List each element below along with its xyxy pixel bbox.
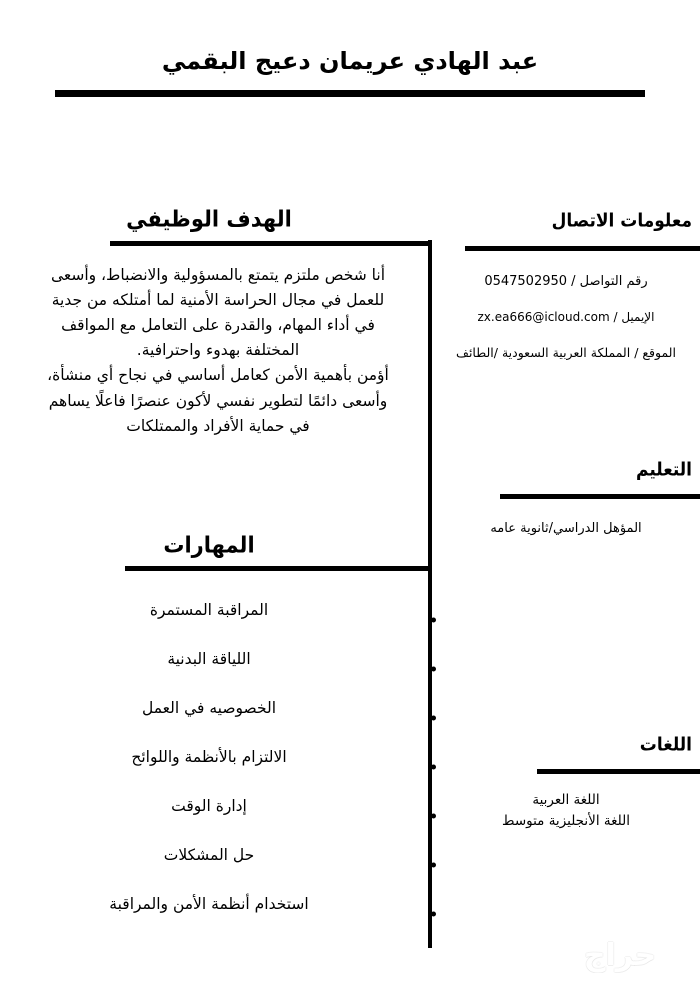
education-section-heading: التعليم xyxy=(636,459,692,481)
list-item xyxy=(0,889,418,938)
skill-label: استخدام أنظمة الأمن والمراقبة xyxy=(109,895,309,913)
skill-label: إدارة الوقت xyxy=(171,797,247,815)
language-label: اللغة الأنجليزية متوسط xyxy=(502,813,630,829)
candidate-name: عبد الهادي عريمان دعيج البقمي xyxy=(161,47,539,75)
skills-list xyxy=(0,595,418,938)
list-item xyxy=(0,742,418,791)
skill-label: الالتزام بالأنظمة واللوائح xyxy=(131,748,287,766)
objective-body xyxy=(44,263,392,439)
objective-paragraph-2: أؤمن بأهمية الأمن كعامل أساسي في نجاح أي منشأة، وأسعى دائمًا لتطوير نفسي لأكون عنصرًا فاعلًا يساهم في حماية الأفراد والممتلكات xyxy=(47,366,389,435)
objective-section-heading: الهدف الوظيفي xyxy=(126,206,292,232)
list-item xyxy=(432,811,700,832)
side-column xyxy=(432,0,700,990)
objective-paragraph-1: أنا شخص ملتزم يتمتع بالمسؤولية والانضباط، وأسعى للعمل في مجال الحراسة الأمنية لما أمتلكه من جدية في أداء المهام، والقدرة على التعامل مع المواقف المختلفة بهدوء واحترافية. xyxy=(50,266,386,360)
list-item xyxy=(0,840,418,889)
skills-heading-rule xyxy=(125,566,428,571)
contact-email: الإيميل / zx.ea666@icloud.com xyxy=(477,309,655,324)
list-item xyxy=(432,790,700,811)
site-watermark: حراج xyxy=(583,938,657,973)
languages-heading-rule xyxy=(537,769,700,774)
skill-label: الخصوصيه في العمل xyxy=(141,699,277,717)
contact-section-heading: معلومات الاتصال xyxy=(551,210,692,232)
contact-heading-rule xyxy=(465,246,700,251)
list-item xyxy=(0,791,418,840)
education-heading-rule xyxy=(500,494,700,499)
skill-label: المراقبة المستمرة xyxy=(149,601,269,619)
list-item xyxy=(0,693,418,742)
skill-label: حل المشكلات xyxy=(163,846,255,864)
list-item xyxy=(0,595,418,644)
contact-phone: رقم التواصل / 0547502950 xyxy=(484,274,648,289)
languages-section-heading: اللغات xyxy=(639,734,692,756)
language-label: اللغة العربية xyxy=(532,792,600,808)
skill-label: اللياقة البدنية xyxy=(167,650,251,668)
list-item xyxy=(0,644,418,693)
contact-details xyxy=(432,272,700,378)
languages-list xyxy=(432,790,700,832)
objective-heading-rule xyxy=(110,241,432,246)
skills-section-heading: المهارات xyxy=(163,532,255,558)
education-entry: المؤهل الدراسي/ثانوية عامه xyxy=(490,521,642,536)
contact-location: الموقع / المملكة العربية السعودية /الطائف xyxy=(456,344,676,360)
